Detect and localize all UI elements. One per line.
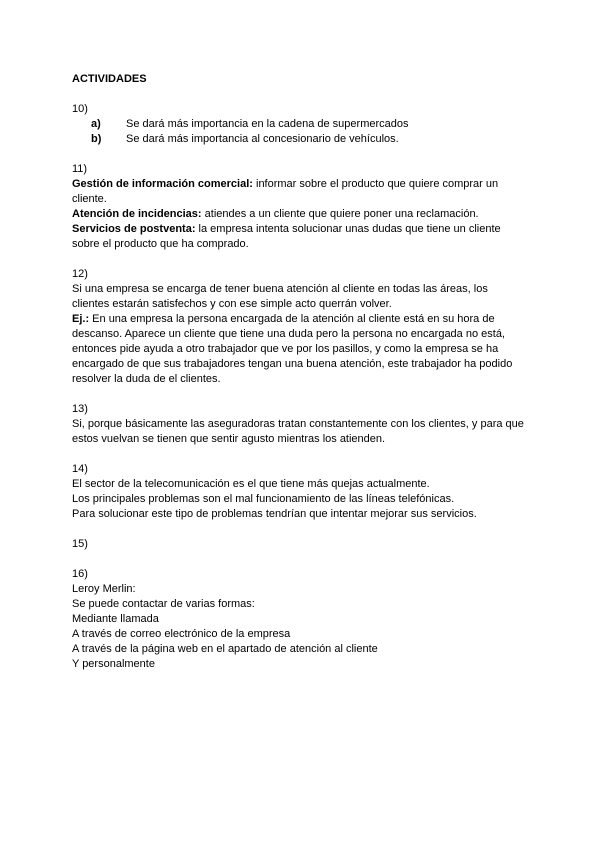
section-10 — [72, 102, 527, 147]
line: Se puede contactar de varias formas: — [72, 598, 255, 610]
term-label: Gestión de información comercial: — [72, 178, 253, 190]
list-item-text: Se dará más importancia en la cadena de supermercados — [126, 118, 409, 130]
list-item — [72, 117, 527, 132]
section-number: 13) — [72, 403, 88, 415]
line: A través de la página web en el apartado de atención al cliente — [72, 643, 378, 655]
paragraph: Los principales problemas son el mal funcionamiento de las líneas telefónicas. — [72, 493, 455, 505]
example-paragraph — [72, 312, 527, 387]
list-marker: b) — [91, 133, 102, 145]
paragraph — [72, 177, 527, 207]
section-16 — [72, 567, 527, 672]
section-number: 16) — [72, 568, 88, 580]
answer-list — [72, 117, 527, 147]
section-15 — [72, 537, 527, 552]
line: Leroy Merlin: — [72, 583, 136, 595]
line: Y personalmente — [72, 658, 155, 670]
section-number: 14) — [72, 463, 88, 475]
section-number: 12) — [72, 268, 88, 280]
paragraph — [72, 207, 527, 222]
paragraph: El sector de la telecomunicación es el que tiene más quejas actualmente. — [72, 478, 430, 490]
section-11 — [72, 162, 527, 252]
document-title: ACTIVIDADES — [72, 73, 147, 85]
term-label: Atención de incidencias: — [72, 208, 202, 220]
example-text: En una empresa la persona encargada de la atención al cliente está en su hora de descanso. Aparece un cliente que tiene una duda pero la persona no encargada no está, entonces pide ayuda a otro trabajador que ve por los pasillos, y como la empresa se ha encargado de que sus trabajadores tengan una buena atención, este trabajador ha podido resolver la duda de el clientes. — [72, 313, 513, 385]
term-label: Servicios de postventa: — [72, 223, 196, 235]
term-text: atiendes a un cliente que quiere poner una reclamación. — [201, 208, 479, 220]
example-label: Ej.: — [72, 313, 90, 325]
section-number: 11) — [72, 163, 88, 175]
paragraph: Si, porque básicamente las aseguradoras tratan constantemente con los clientes, y para que estos vuelvan se tienen que sentir agusto mientras los atienden. — [72, 418, 524, 445]
section-12 — [72, 267, 527, 387]
section-14 — [72, 462, 527, 522]
paragraph: Si una empresa se encarga de tener buena atención al cliente en todas las áreas, los clientes estarán satisfechos y con ese simple acto querrán volver. — [72, 283, 488, 310]
section-number: 10) — [72, 103, 88, 115]
paragraph — [72, 222, 527, 252]
list-item — [72, 132, 527, 147]
list-marker: a) — [91, 118, 101, 130]
paragraph: Para solucionar este tipo de problemas tendrían que intentar mejorar sus servicios. — [72, 508, 477, 520]
section-13 — [72, 402, 527, 447]
term-text: informar sobre el producto que quiere comprar un cliente. — [72, 178, 499, 205]
term-text: la empresa intenta solucionar unas dudas que tiene un cliente sobre el producto que ha comprado. — [72, 223, 501, 250]
section-number: 15) — [72, 538, 88, 550]
list-item-text: Se dará más importancia al concesionario de vehículos. — [126, 133, 399, 145]
line: A través de correo electrónico de la empresa — [72, 628, 291, 640]
line: Mediante llamada — [72, 613, 159, 625]
document-content — [72, 72, 527, 687]
